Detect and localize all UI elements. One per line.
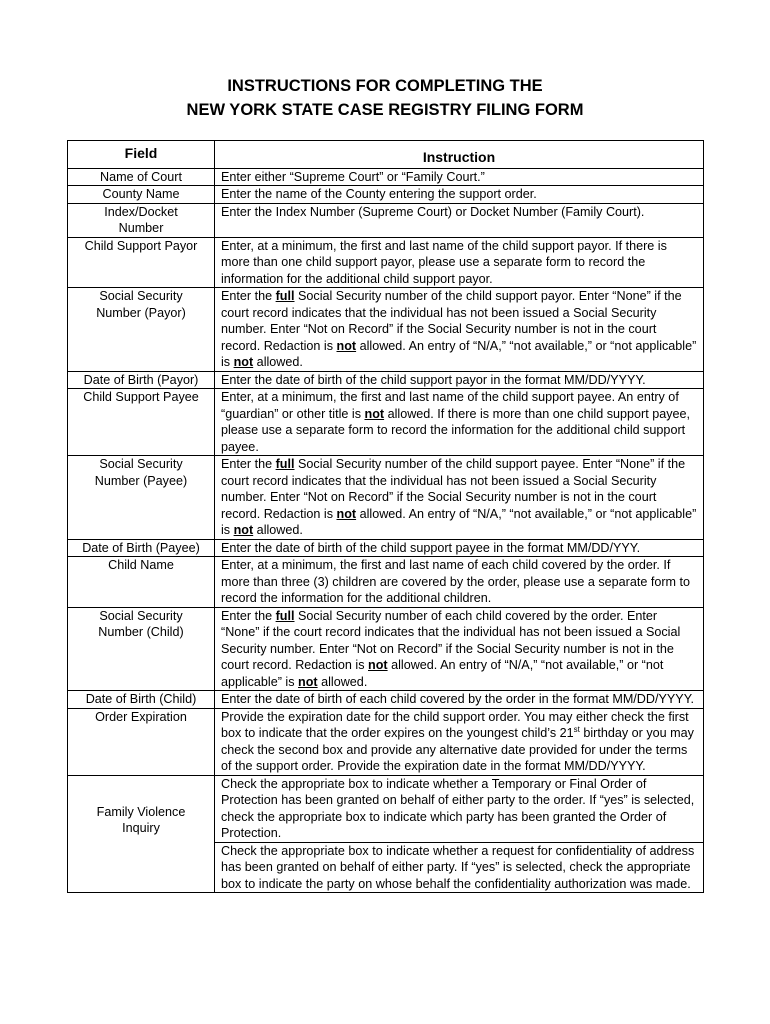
field-instruction: Enter the full Social Security number of each child covered by the order. Enter “None” if the court record indicates that the individual has not been issued a Social Security number. Enter “Not on Record” if the Social Security number is not in the court record. Redaction is not allowed. An entry of “N/A,” “not available,” or “not applicable” is not allowed.: [215, 607, 704, 691]
field-instruction: Check the appropriate box to indicate whether a request for confidentiality of address has been granted on behalf of either party. If “yes” is selected, check the appropriate box to indicate the party on whose behalf the confidentiality authorization was made.: [215, 842, 704, 893]
field-instruction: Provide the expiration date for the child support order. You may either check the first box to indicate that the order expires on the youngest child’s 21st birthday or you may check the second box and provide any alternative date provided for under the terms of the support order. Provide the expiration date in the format MM/DD/YYYY.: [215, 708, 704, 775]
field-name: Date of Birth (Payor): [68, 371, 215, 389]
field-instruction: Enter the date of birth of the child support payee in the format MM/DD/YYY.: [215, 539, 704, 557]
field-instruction: Enter the Index Number (Supreme Court) or Docket Number (Family Court).: [215, 203, 704, 237]
table-row: [68, 456, 704, 540]
field-instruction: Enter, at a minimum, the first and last name of each child covered by the order. If more than three (3) children are covered by the order, please use a separate form to record the information for the additional children.: [215, 557, 704, 608]
field-name: Date of Birth (Child): [68, 691, 215, 709]
table-row: [68, 168, 704, 186]
field-instruction: Enter, at a minimum, the first and last name of the child support payor. If there is more than one child support payor, please use a separate form to record the information for the additional child support payor.: [215, 237, 704, 288]
table-row: [68, 775, 704, 842]
table-row: [68, 371, 704, 389]
field-instruction: Enter the name of the County entering the support order.: [215, 186, 704, 204]
field-name: Name of Court: [68, 168, 215, 186]
field-instruction: Enter, at a minimum, the first and last name of the child support payee. An entry of “guardian” or other title is not allowed. If there is more than one child support payee, please use a separate form to record the information for the additional child support payee.: [215, 389, 704, 456]
field-name: Date of Birth (Payee): [68, 539, 215, 557]
field-name: Social Security Number (Payee): [68, 456, 215, 540]
field-name: Child Support Payor: [68, 237, 215, 288]
table-row: [68, 186, 704, 204]
instructions-table: [67, 140, 704, 893]
field-name: Family Violence Inquiry: [68, 775, 215, 893]
field-name: Child Name: [68, 557, 215, 608]
field-instruction: Enter the full Social Security number of the child support payee. Enter “None” if the court record indicates that the individual has not been issued a Social Security number. Enter “Not on Record” if the Social Security number is not in the court record. Redaction is not allowed. An entry of “N/A,” “not available,” or “not applicable” is not allowed.: [215, 456, 704, 540]
title-line-1: INSTRUCTIONS FOR COMPLETING THE: [227, 77, 543, 95]
table-row: [68, 691, 704, 709]
table-row: [68, 389, 704, 456]
table-header-row: [68, 141, 704, 169]
table-row: [68, 237, 704, 288]
table-row: [68, 708, 704, 775]
field-instruction: Check the appropriate box to indicate whether a Temporary or Final Order of Protection has been granted on behalf of either party to the order. If “yes” is selected, check the appropriate box to indicate which party has been granted the Order of Protection.: [215, 775, 704, 842]
table-row: [68, 557, 704, 608]
table-row: [68, 607, 704, 691]
document-title: [0, 74, 770, 122]
field-name: Child Support Payee: [68, 389, 215, 456]
instruction-column-header: Instruction: [215, 141, 704, 169]
field-instruction: Enter the date of birth of each child covered by the order in the format MM/DD/YYYY.: [215, 691, 704, 709]
field-column-header: Field: [68, 141, 215, 169]
table-row: [68, 203, 704, 237]
field-name: County Name: [68, 186, 215, 204]
field-name: Index/Docket Number: [68, 203, 215, 237]
field-instruction: Enter either “Supreme Court” or “Family Court.”: [215, 168, 704, 186]
field-name: Social Security Number (Payor): [68, 288, 215, 372]
table-row: [68, 288, 704, 372]
field-name: Order Expiration: [68, 708, 215, 775]
title-line-2: NEW YORK STATE CASE REGISTRY FILING FORM: [186, 101, 584, 119]
table-row: [68, 539, 704, 557]
ordinal-superscript: st: [573, 724, 580, 734]
field-instruction: Enter the full Social Security number of the child support payor. Enter “None” if the court record indicates that the individual has not been issued a Social Security number. Enter “Not on Record” if the Social Security number is not in the court record. Redaction is not allowed. An entry of “N/A,” “not available,” or “not applicable” is not allowed.: [215, 288, 704, 372]
field-name: Social Security Number (Child): [68, 607, 215, 691]
field-instruction: Enter the date of birth of the child support payor in the format MM/DD/YYYY.: [215, 371, 704, 389]
